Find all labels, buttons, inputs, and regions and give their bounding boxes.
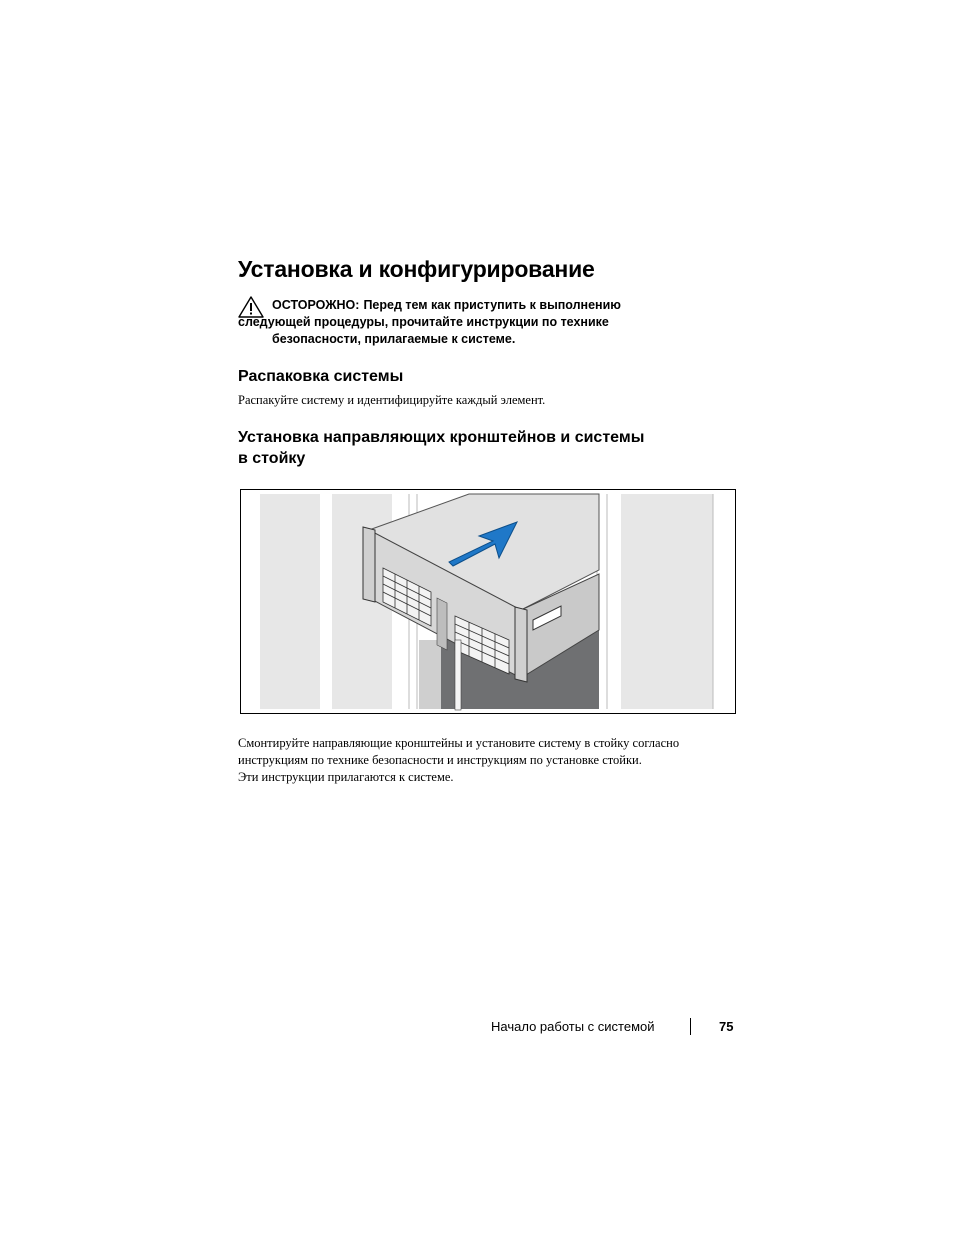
section-heading-rack-line-1: Установка направляющих кронштейнов и системы <box>238 429 645 446</box>
section-body-rack-line-3: Эти инструкции прилагаются к системе. <box>238 770 454 784</box>
section-heading-rack <box>238 427 644 469</box>
caution-label: ОСТОРОЖНО: <box>272 298 360 312</box>
rail-slot <box>455 640 461 710</box>
caution-line-3: безопасности, прилагаемые к системе. <box>272 332 516 346</box>
page-number: 75 <box>719 1019 734 1034</box>
footer-separator <box>690 1018 691 1035</box>
section-body-rack-line-1: Смонтируйте направляющие кронштейны и установите систему в стойку согласно <box>238 736 680 750</box>
section-body-unpack: Распакуйте систему и идентифицируйте каждый элемент. <box>238 393 546 407</box>
rack-panel-left <box>260 494 320 709</box>
caution-line-1: Перед тем как приступить к выполнению <box>363 298 621 312</box>
footer-title: Начало работы с системой <box>491 1019 655 1034</box>
section-heading-rack-line-2: в стойку <box>238 450 306 467</box>
rack-server-drawing <box>241 490 735 713</box>
rack-panel-right <box>621 494 713 709</box>
section-body-rack-line-2: инструкциям по технике безопасности и инструкциям по установке стойки. <box>238 753 642 767</box>
section-body-rack <box>238 735 679 786</box>
caution-line-2: следующей процедуры, прочитайте инструкции по технике <box>238 315 609 329</box>
rack-installation-illustration <box>240 489 736 714</box>
caution-text <box>238 297 732 348</box>
page-title: Установка и конфигурирование <box>238 256 595 282</box>
section-heading-unpack: Распаковка системы <box>238 368 404 385</box>
